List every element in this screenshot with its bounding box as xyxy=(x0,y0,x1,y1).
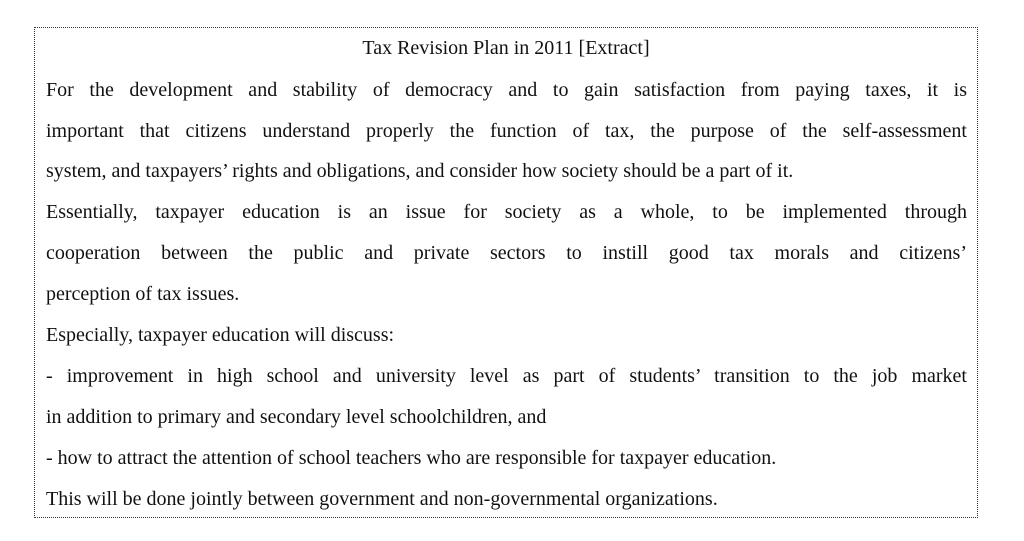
paragraph-line-5: cooperation between the public and private sectors to instill good tax morals and citizens’ xyxy=(46,242,967,264)
paragraph-line-4: Essentially, taxpayer education is an issue for society as a whole, to be implemented through xyxy=(46,201,967,223)
paragraph-line-3: system, and taxpayers’ rights and obligations, and consider how society should be a part of it. xyxy=(46,160,794,182)
list-item-line-2: in addition to primary and secondary level schoolchildren, and xyxy=(46,406,547,428)
paragraph-line-2: important that citizens understand properly the function of tax, the purpose of the self-assessment xyxy=(46,120,967,142)
closing-line: This will be done jointly between government and non-governmental organizations. xyxy=(46,488,718,510)
list-item-line-3: - how to attract the attention of school teachers who are responsible for taxpayer education. xyxy=(46,447,777,469)
paragraph-line-1: For the development and stability of democracy and to gain satisfaction from paying taxes, it is xyxy=(46,79,967,101)
extract-box xyxy=(34,27,978,518)
paragraph-line-7: Especially, taxpayer education will discuss: xyxy=(46,324,395,346)
document-title: Tax Revision Plan in 2011 [Extract] xyxy=(362,37,650,59)
list-item-line-1: - improvement in high school and university level as part of students’ transition to the job market xyxy=(46,365,967,387)
paragraph-line-6: perception of tax issues. xyxy=(46,283,240,305)
